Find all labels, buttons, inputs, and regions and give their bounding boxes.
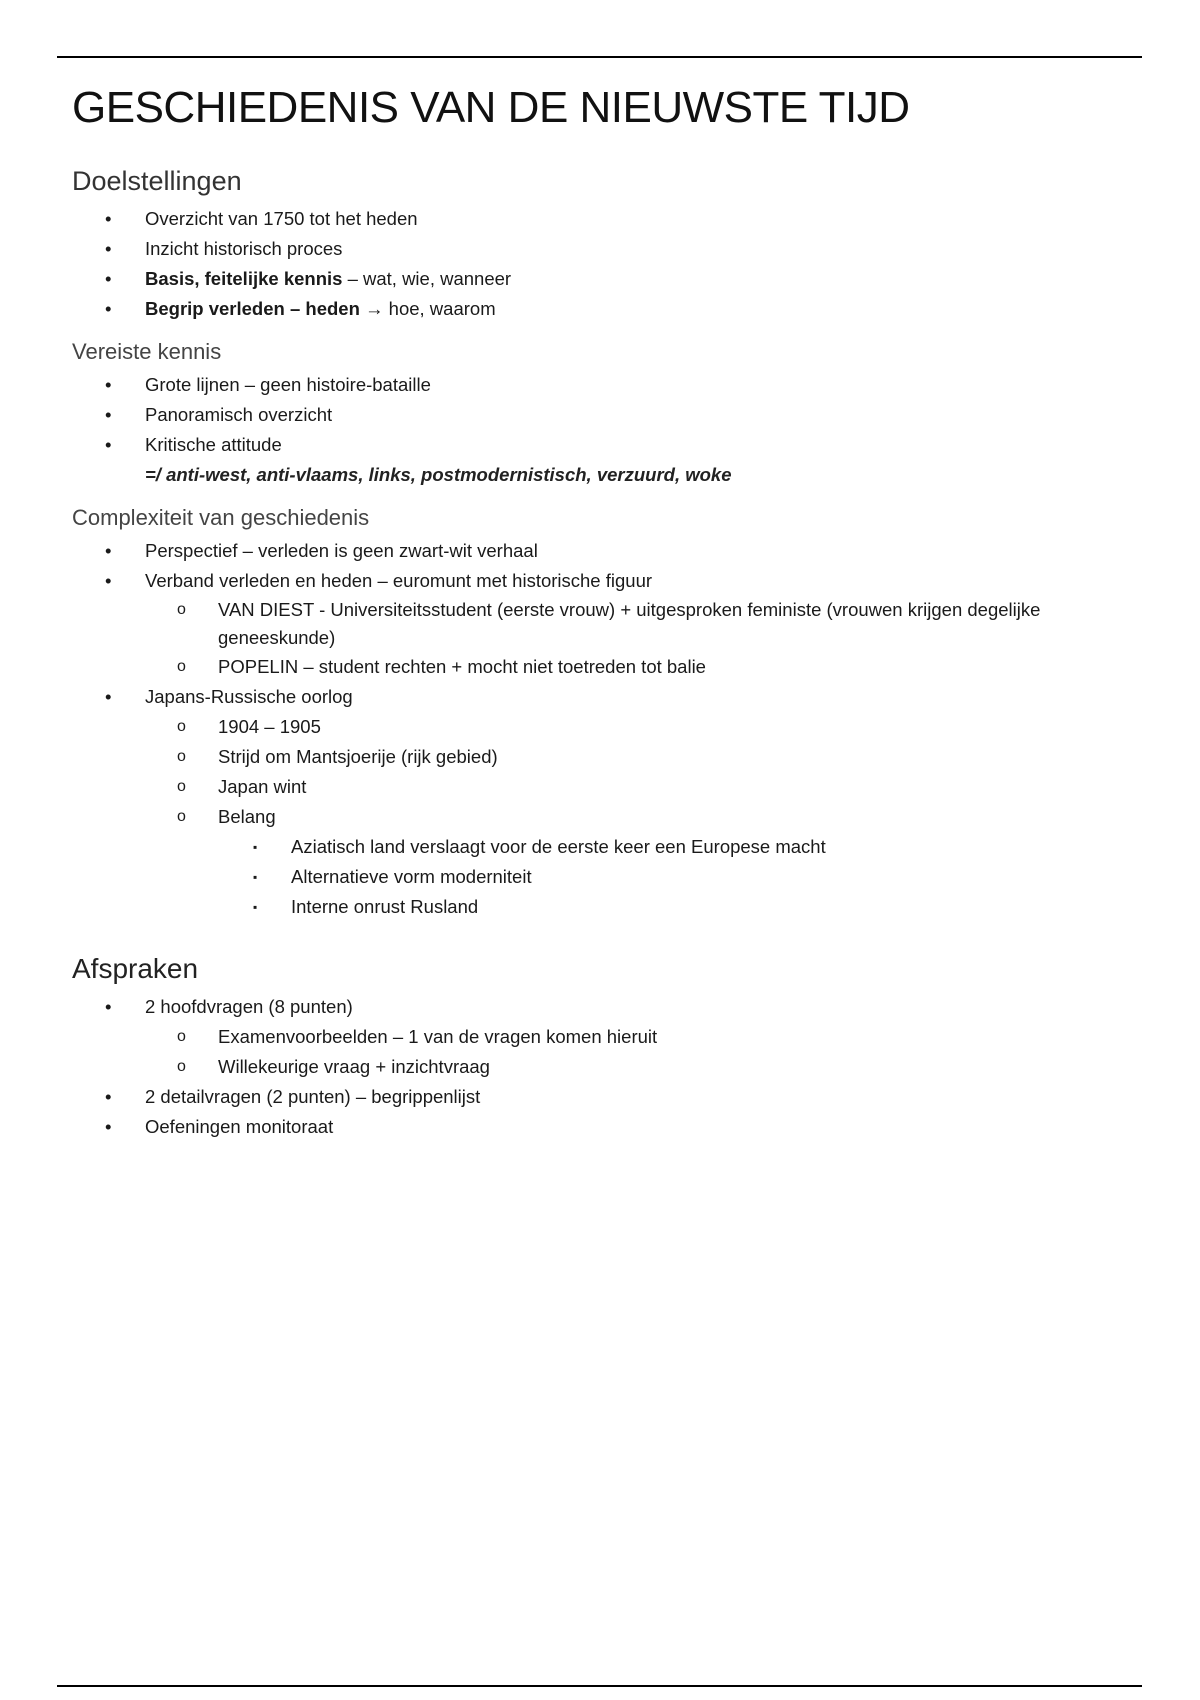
- top-rule: [57, 56, 1142, 58]
- sub-list-item: [145, 652, 1132, 682]
- sub-list-item-text: Japan wint: [218, 776, 307, 797]
- sub-list-item: [145, 712, 1132, 742]
- list-item-text: – wat, wie, wanneer: [342, 268, 512, 289]
- heading-doelstellingen: Doelstellingen: [72, 166, 242, 196]
- list-item-bold-text: Basis, feitelijke kennis: [145, 268, 343, 289]
- list-item-text: Kritische attitude: [145, 434, 282, 455]
- list-item-text: Perspectief – verleden is geen zwart-wit verhaal: [145, 540, 538, 561]
- sub-list-item: [145, 1052, 1132, 1082]
- sub-list-item-text: 1904 – 1905: [218, 716, 321, 737]
- document-title: GESCHIEDENIS VAN DE NIEUWSTE TIJD: [72, 83, 910, 132]
- list-item: [72, 264, 1132, 294]
- disc-bullet-icon: •: [105, 268, 112, 289]
- list-item-text: 2 hoofdvragen (8 punten): [145, 996, 353, 1017]
- sublist-verband: [145, 596, 1132, 682]
- list-item-text: Panoramisch overzicht: [145, 404, 333, 425]
- list-item-text: Verband verleden en heden – euromunt met historische figuur: [145, 570, 653, 591]
- circle-bullet-icon: o: [177, 748, 186, 765]
- list-item: [72, 204, 1132, 234]
- sub-list-item: [145, 802, 1132, 922]
- disc-bullet-icon: •: [105, 434, 112, 455]
- disc-bullet-icon: •: [105, 208, 112, 229]
- disc-bullet-icon: •: [105, 238, 112, 259]
- heading-afspraken: Afspraken: [72, 953, 199, 984]
- sub-list-item: [145, 742, 1132, 772]
- disc-bullet-icon: •: [105, 404, 112, 425]
- list-item-text: Overzicht van 1750 tot het heden: [145, 208, 418, 229]
- sub-sub-list-item: [218, 832, 1132, 862]
- list-complexiteit: [72, 536, 1132, 922]
- list-item-text: hoe, waarom: [383, 298, 496, 319]
- circle-bullet-icon: o: [177, 1028, 186, 1045]
- list-item: [72, 294, 1132, 324]
- sub-sub-list-item: [218, 892, 1132, 922]
- kritische-attitude-note: =/ anti-west, anti-vlaams, links, postmodernistisch, verzuurd, woke: [145, 464, 732, 485]
- list-vereiste-kennis: [72, 370, 1132, 460]
- sub-list-item: [145, 772, 1132, 802]
- circle-bullet-icon: o: [177, 778, 186, 795]
- square-bullet-icon: ▪: [253, 870, 258, 884]
- sub-list-item: [145, 1022, 1132, 1052]
- list-item-text: Grote lijnen – geen histoire-bataille: [145, 374, 431, 395]
- arrow-right-icon: →: [365, 298, 384, 319]
- bottom-rule: [57, 1685, 1142, 1687]
- sub-sub-list-item-text: Alternatieve vorm moderniteit: [291, 866, 532, 887]
- disc-bullet-icon: •: [105, 686, 112, 707]
- sub-list-item: [145, 596, 1132, 652]
- list-item-text: 2 detailvragen (2 punten) – begrippenlijst: [145, 1086, 481, 1107]
- disc-bullet-icon: •: [105, 570, 112, 591]
- sub-list-item-text: Belang: [218, 806, 276, 827]
- sublist-belang: [218, 832, 1132, 922]
- sub-sub-list-item: [218, 862, 1132, 892]
- disc-bullet-icon: •: [105, 298, 112, 319]
- circle-bullet-icon: o: [177, 601, 186, 618]
- circle-bullet-icon: o: [177, 1058, 186, 1075]
- sub-list-item-text: VAN DIEST - Universiteitsstudent (eerste vrouw) + uitgesproken feministe (vrouwen krijgen degelijke geneeskunde): [218, 599, 1041, 648]
- square-bullet-icon: ▪: [253, 840, 258, 854]
- circle-bullet-icon: o: [177, 658, 186, 675]
- list-item: [72, 234, 1132, 264]
- list-item-text: Oefeningen monitoraat: [145, 1116, 334, 1137]
- disc-bullet-icon: •: [105, 540, 112, 561]
- list-afspraken: [72, 992, 1132, 1142]
- sublist-hoofdvragen: [145, 1022, 1132, 1082]
- sub-list-item-text: Willekeurige vraag + inzichtvraag: [218, 1056, 490, 1077]
- list-item: [72, 566, 1132, 682]
- sub-sub-list-item-text: Aziatisch land verslaagt voor de eerste keer een Europese macht: [291, 836, 826, 857]
- list-item-bold-text: Begrip verleden – heden: [145, 298, 360, 319]
- square-bullet-icon: ▪: [253, 900, 258, 914]
- document-page: [72, 80, 1132, 1142]
- disc-bullet-icon: •: [105, 1116, 112, 1137]
- list-item: [72, 1112, 1132, 1142]
- list-item: [72, 370, 1132, 400]
- list-item-text: Japans-Russische oorlog: [145, 686, 353, 707]
- list-item: [72, 682, 1132, 922]
- list-item: [72, 1082, 1132, 1112]
- disc-bullet-icon: •: [105, 374, 112, 395]
- circle-bullet-icon: o: [177, 808, 186, 825]
- sublist-oorlog: [145, 712, 1132, 922]
- sub-sub-list-item-text: Interne onrust Rusland: [291, 896, 479, 917]
- list-item-text: Inzicht historisch proces: [145, 238, 343, 259]
- sub-list-item-text: Strijd om Mantsjoerije (rijk gebied): [218, 746, 498, 767]
- sub-list-item-text: POPELIN – student rechten + mocht niet toetreden tot balie: [218, 656, 706, 677]
- list-item: [72, 400, 1132, 430]
- disc-bullet-icon: •: [105, 1086, 112, 1107]
- list-item: [72, 430, 1132, 460]
- disc-bullet-icon: •: [105, 996, 112, 1017]
- list-doelstellingen: [72, 204, 1132, 324]
- heading-vereiste-kennis: Vereiste kennis: [72, 339, 222, 364]
- sub-list-item-text: Examenvoorbeelden – 1 van de vragen komen hieruit: [218, 1026, 658, 1047]
- list-item: [72, 992, 1132, 1082]
- heading-complexiteit: Complexiteit van geschiedenis: [72, 505, 370, 530]
- list-item: [72, 536, 1132, 566]
- circle-bullet-icon: o: [177, 718, 186, 735]
